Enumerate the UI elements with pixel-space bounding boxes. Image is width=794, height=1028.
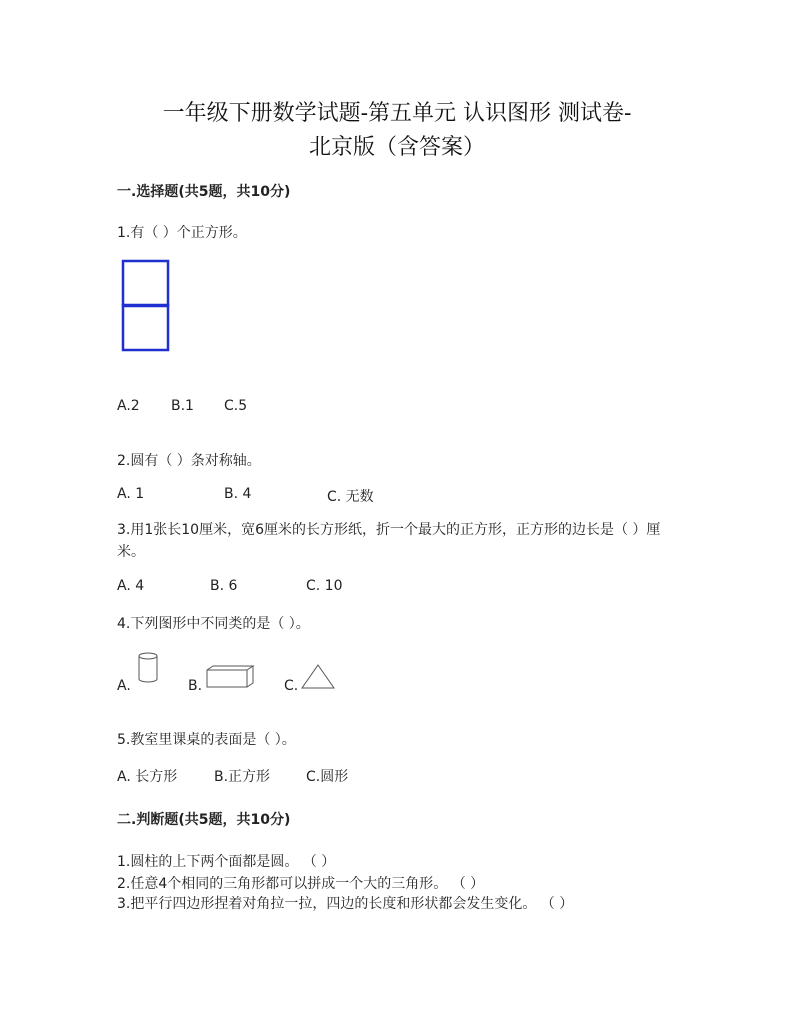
q3-option-c: C. 10: [306, 578, 343, 594]
section2-heading: 二.判断题(共5题，共10分): [117, 812, 291, 828]
q5-option-b: B.正方形: [214, 769, 271, 785]
doc-title-line2: 北京版（含答案）: [308, 135, 485, 160]
q3-option-b: B. 6: [210, 578, 238, 594]
q1-option-a: A.2: [117, 398, 140, 414]
q5-text: 5.教室里课桌的表面是（ ）。: [117, 732, 296, 748]
q4-option-c: C.: [284, 678, 299, 694]
q1-option-b: B.1: [171, 398, 194, 414]
judge-item-1: 1.圆柱的上下两个面都是圆。 （ ）: [117, 854, 336, 870]
q5-option-a: A. 长方形: [117, 769, 178, 785]
cuboid-icon: [205, 664, 255, 690]
q1-option-c: C.5: [224, 398, 248, 414]
section1-heading: 一.选择题(共5题，共10分): [117, 184, 291, 200]
q2-option-c: C. 无数: [327, 489, 374, 505]
two-squares-figure: [120, 258, 172, 354]
q2-text: 2.圆有（ ）条对称轴。: [117, 453, 261, 469]
q1-text: 1.有（ ）个正方形。: [117, 225, 247, 241]
q4-text: 4.下列图形中不同类的是（ ）。: [117, 616, 310, 632]
doc-title-line1: 一年级下册数学试题-第五单元 认识图形 测试卷-: [162, 101, 632, 126]
q4-option-a: A.: [117, 678, 131, 694]
judge-item-3: 3.把平行四边形捏着对角拉一拉，四边的长度和形状都会发生变化。 （ ）: [117, 896, 574, 912]
q2-option-b: B. 4: [224, 486, 252, 502]
cylinder-icon: [136, 651, 162, 685]
q4-option-b: B.: [188, 678, 203, 694]
q3-text: 3.用1张长10厘米，宽6厘米的长方形纸，折一个最大的正方形，正方形的边长是（ ）厘米。: [117, 522, 661, 560]
judge-item-2: 2.任意4个相同的三角形都可以拼成一个大的三角形。 （ ）: [117, 876, 485, 892]
q5-option-c: C.圆形: [306, 769, 349, 785]
q3-option-a: A. 4: [117, 578, 145, 594]
triangle-icon: [300, 663, 336, 691]
q2-option-a: A. 1: [117, 486, 145, 502]
